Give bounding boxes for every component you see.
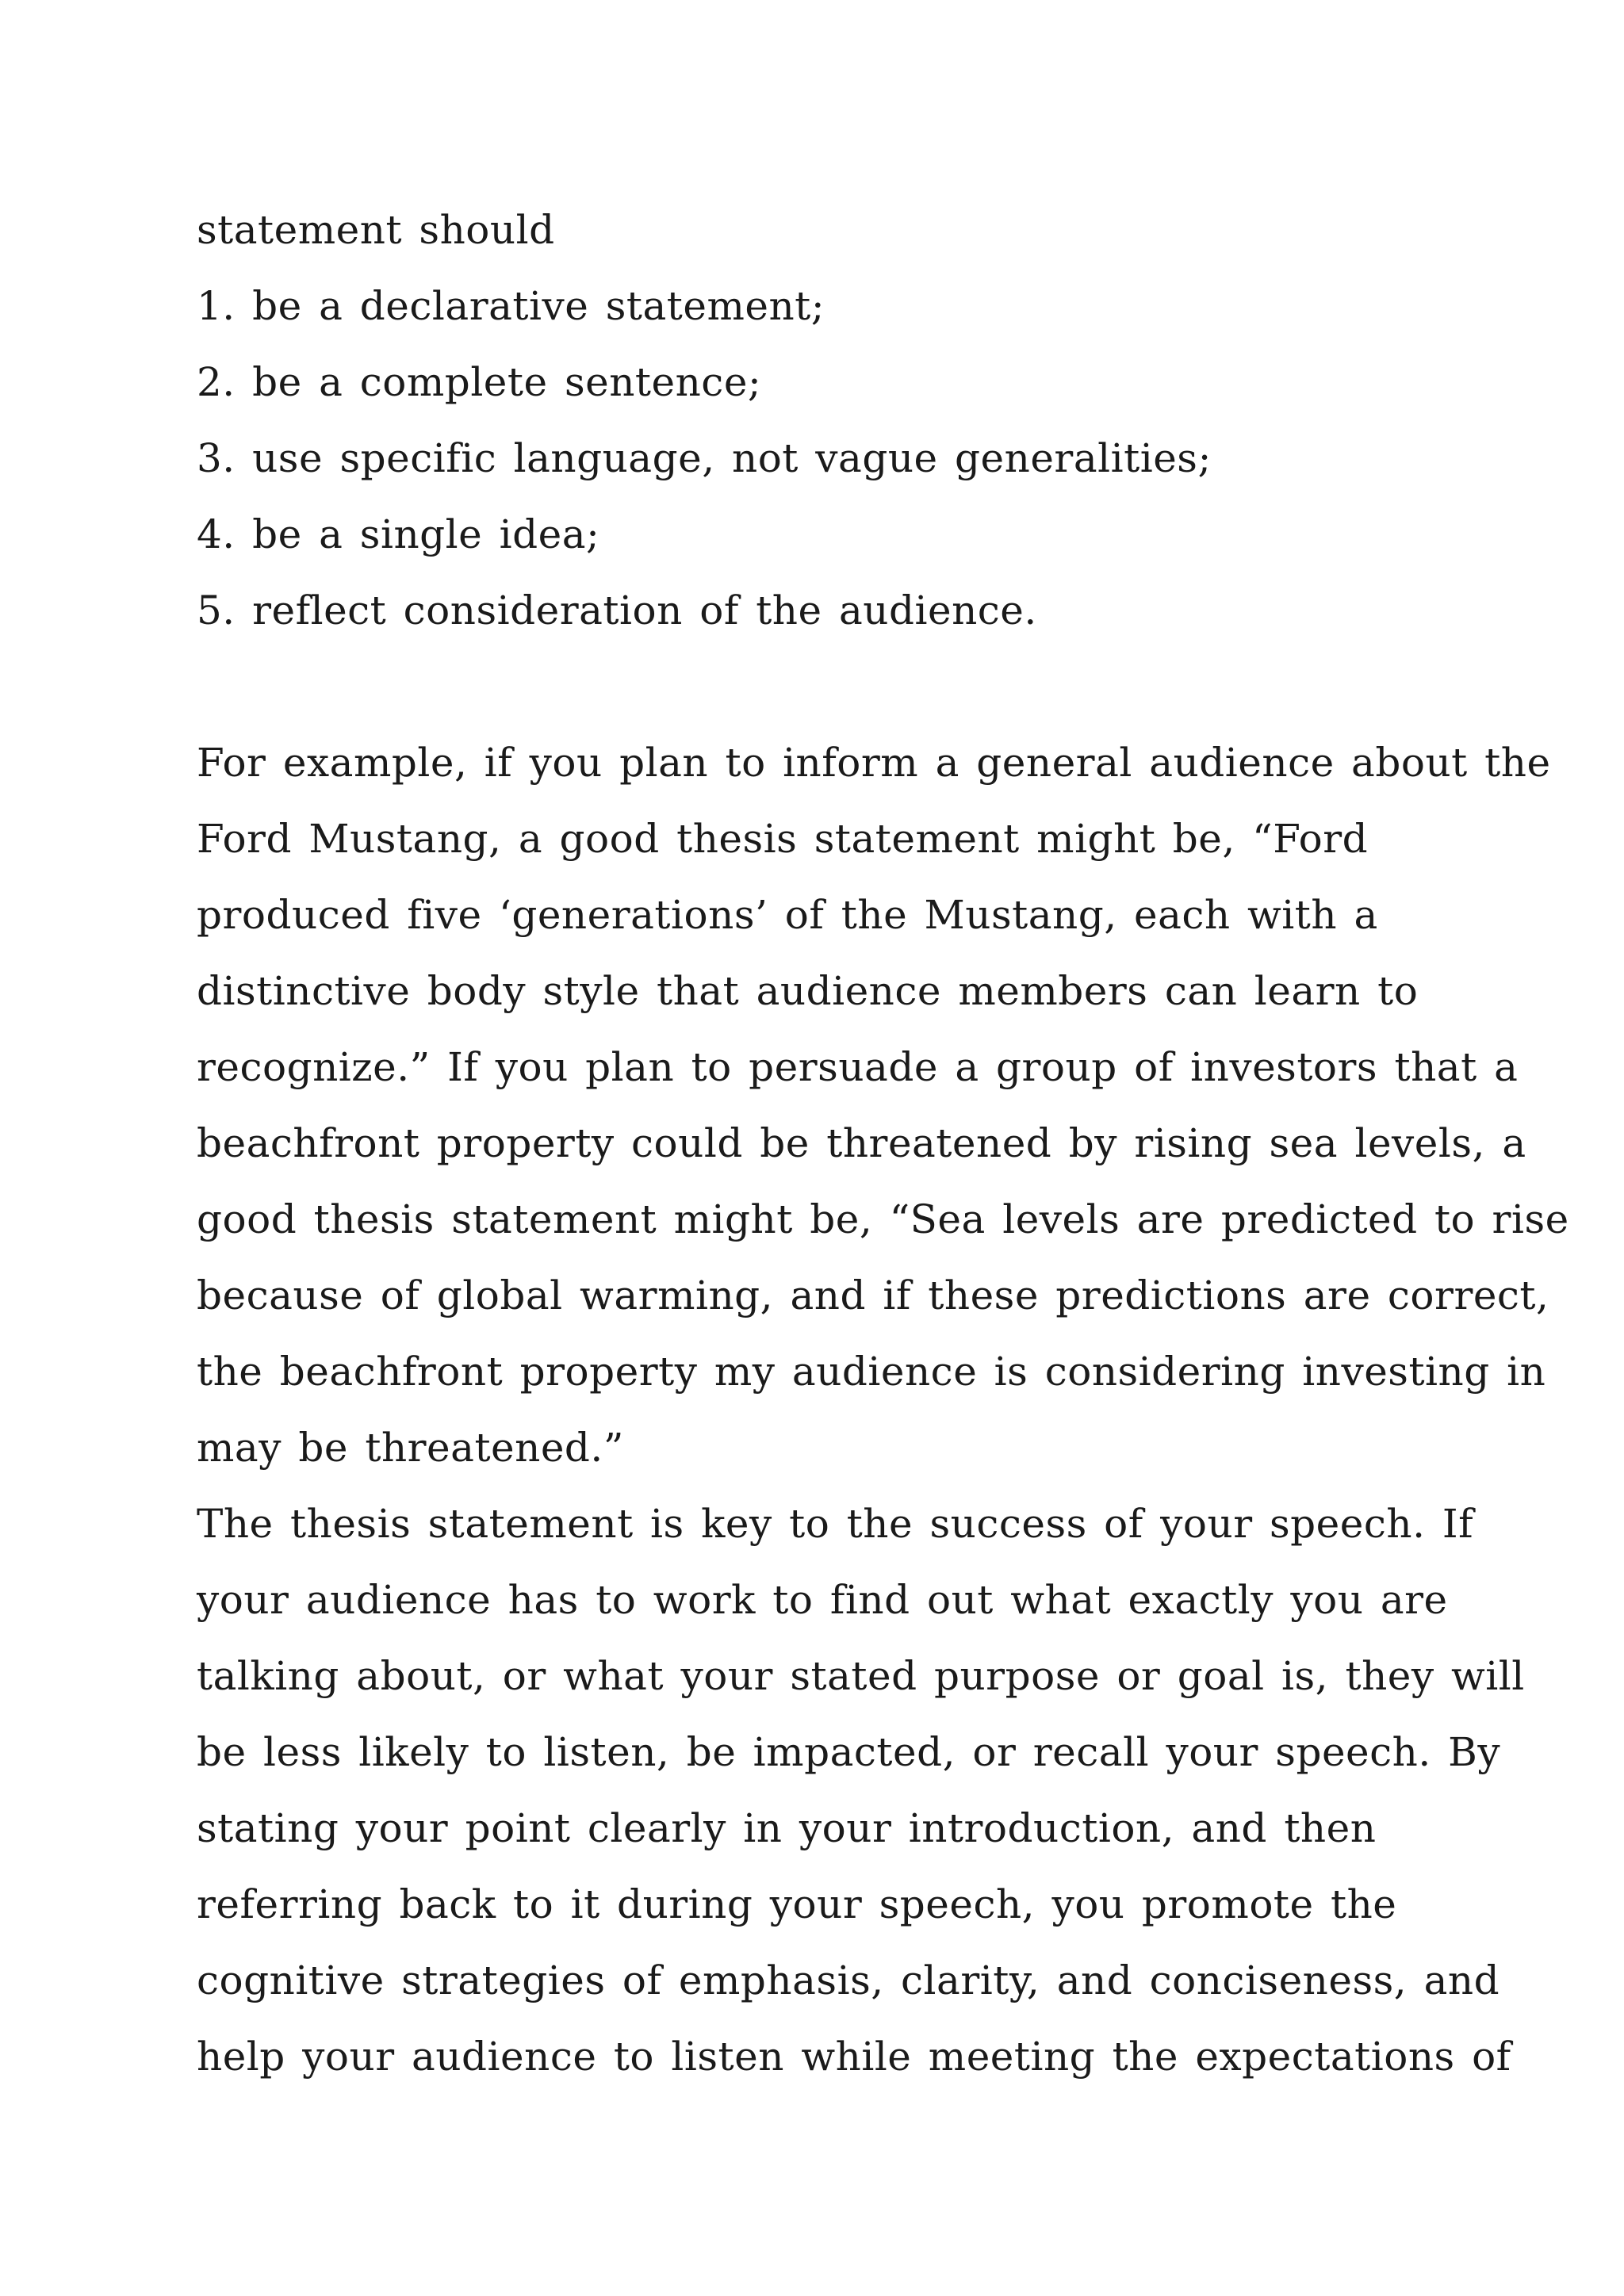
paragraph-line: your audience has to work to find out what exactly you are bbox=[197, 1577, 1448, 1623]
key-paragraph bbox=[197, 1486, 1525, 2095]
paragraph-line: referring back to it during your speech, you promote the bbox=[197, 1881, 1397, 1927]
paragraph-line: The thesis statement is key to the success of your speech. If bbox=[197, 1501, 1474, 1547]
document-body bbox=[197, 192, 1569, 2095]
paragraph-line: good thesis statement might be, “Sea levels are predicted to rise bbox=[197, 1196, 1569, 1242]
paragraph-line: recognize.” If you plan to persuade a group of investors that a bbox=[197, 1044, 1519, 1090]
paragraph-gap bbox=[197, 649, 1434, 725]
paragraph-line: the beachfront property my audience is considering investing in bbox=[197, 1349, 1546, 1395]
paragraph-line: For example, if you plan to inform a general audience about the bbox=[197, 740, 1551, 786]
example-paragraph bbox=[197, 725, 1569, 1486]
paragraph-line: may be threatened.” bbox=[197, 1425, 624, 1471]
paragraph-line: cognitive strategies of emphasis, clarity, and conciseness, and bbox=[197, 1957, 1500, 2003]
criteria-list bbox=[197, 268, 1434, 649]
criteria-item: 2. be a complete sentence; bbox=[197, 359, 762, 405]
paragraph-line: talking about, or what your stated purpose or goal is, they will bbox=[197, 1653, 1525, 1699]
paragraph-line: produced five ‘generations’ of the Mustang, each with a bbox=[197, 892, 1378, 938]
criteria-item: 3. use specific language, not vague generalities; bbox=[197, 435, 1212, 481]
criteria-item: 4. be a single idea; bbox=[197, 511, 600, 557]
intro-line: statement should bbox=[197, 207, 555, 253]
paragraph-line: stating your point clearly in your introduction, and then bbox=[197, 1805, 1377, 1851]
paragraph-line: distinctive body style that audience members can learn to bbox=[197, 968, 1419, 1014]
criteria-item: 5. reflect consideration of the audience. bbox=[197, 587, 1037, 633]
paragraph-line: beachfront property could be threatened by rising sea levels, a bbox=[197, 1120, 1526, 1166]
paragraph-line: be less likely to listen, be impacted, or recall your speech. By bbox=[197, 1729, 1501, 1775]
criteria-item: 1. be a declarative statement; bbox=[197, 283, 825, 329]
paragraph-line: because of global warming, and if these predictions are correct, bbox=[197, 1272, 1549, 1318]
paragraph-line: help your audience to listen while meeting the expectations of bbox=[197, 2034, 1511, 2080]
paragraph-line: Ford Mustang, a good thesis statement might be, “Ford bbox=[197, 816, 1369, 862]
